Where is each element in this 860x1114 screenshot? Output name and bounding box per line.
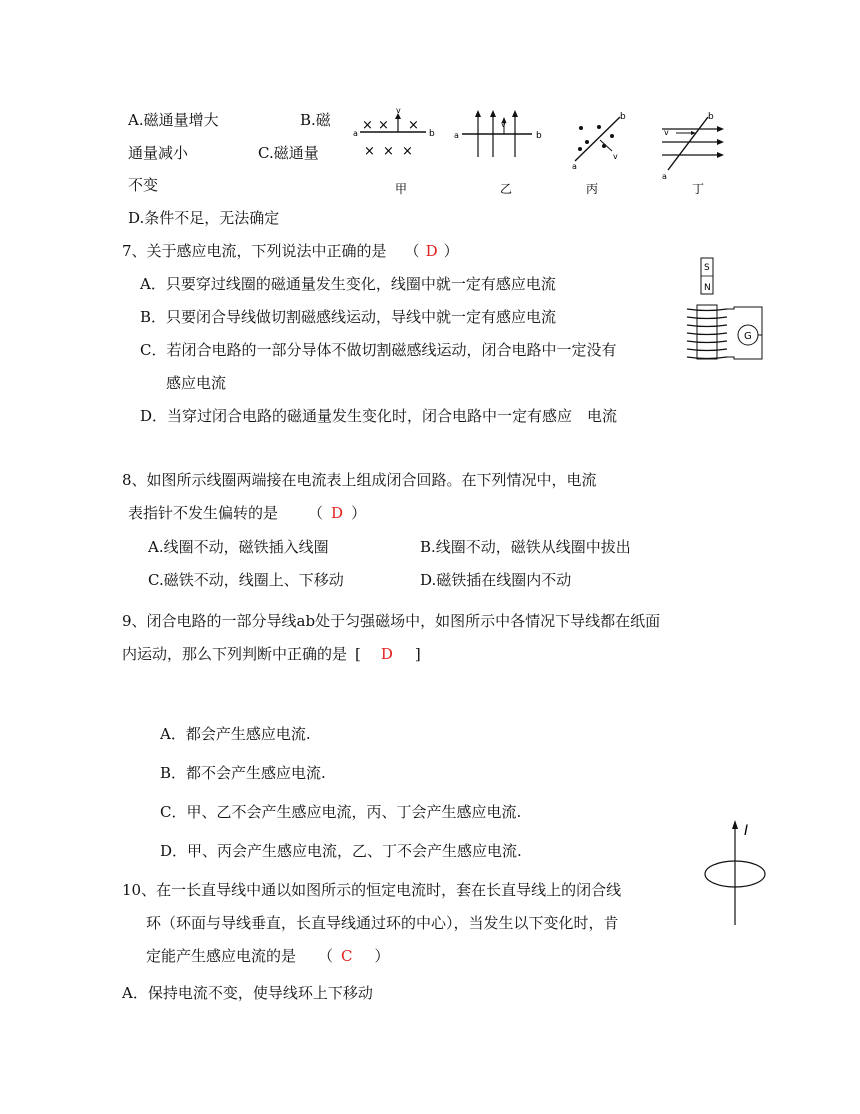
q6-option-b-part2: 通量减小: [128, 144, 189, 162]
velocity-arrow: [600, 140, 612, 151]
panel-bing-a: a: [572, 162, 577, 171]
q8-stem-line2: 表指针不发生偏转的是 （ D ）: [128, 504, 367, 522]
panel-ding-b: b: [708, 112, 714, 122]
q9-option-c: C．甲、乙不会产生感应电流，丙、丁会产生感应电流.: [160, 803, 522, 821]
q10-stem-line2: 环（环面与导线垂直，长直导线通过环的中心），当发生以下变化时，肯: [146, 914, 619, 932]
dot-mark: [578, 147, 582, 151]
q8-answer: D: [331, 504, 344, 522]
panel-yi: [454, 110, 542, 196]
panel-jia-a: a: [353, 129, 358, 138]
dot-mark: [610, 134, 614, 138]
panel-jia: [353, 106, 435, 196]
panel-yi-label: 乙: [500, 182, 513, 196]
galvanometer-label: G: [744, 331, 752, 342]
q6-option-c-part2: 不变: [128, 176, 159, 194]
q8-option-b: B.线圈不动，磁铁从线圈中拔出: [420, 538, 631, 556]
q8-option-d: D.磁铁插在线圈内不动: [420, 571, 572, 589]
q9-stem-line2: 内运动，那么下列判断中正确的是 [ D ]: [122, 645, 421, 663]
q6-option-c-part1: C.磁通量: [258, 144, 319, 162]
q9-option-b: B．都不会产生感应电流.: [160, 764, 326, 782]
q8-option-c: C.磁铁不动，线圈上、下移动: [148, 571, 344, 589]
panel-bing-v: v: [613, 152, 618, 161]
q7-option-b: B．只要闭合导线做切割磁感线运动，导线中就一定有感应电流: [140, 308, 557, 326]
q8-option-a: A.线圈不动，磁铁插入线圈: [148, 538, 329, 556]
dot-mark: [579, 126, 583, 130]
q9-stem-line1: 9、闭合电路的一部分导线ab处于匀强磁场中，如图所示中各情况下导线都在纸面: [122, 612, 661, 630]
panel-yi-a: a: [454, 131, 459, 140]
q10-stem-line1: 10、在一长直导线中通以如图所示的恒定电流时，套在长直导线上的闭合线: [122, 881, 622, 899]
magnet-s-label: S: [704, 263, 710, 273]
magnet-n-label: N: [704, 283, 711, 293]
q6-option-b-part1: B.磁: [300, 111, 331, 129]
q7-stem: 7、关于感应电流，下列说法中正确的是 （ D ）: [122, 242, 459, 260]
q9-option-a: A．都会产生感应电流.: [160, 725, 311, 743]
coil-figure: [682, 255, 772, 365]
panel-jia-v: v: [396, 106, 401, 115]
q9-figure: [350, 105, 730, 200]
wire-ring-figure: [700, 815, 780, 930]
q6-option-d: D.条件不足，无法确定: [128, 209, 280, 227]
panel-ding-label: 丁: [692, 182, 705, 196]
q7-option-c-line2: 感应电流: [166, 374, 227, 392]
q8-stem-line1: 8、如图所示线圈两端接在电流表上组成闭合回路。在下列情况中，电流: [122, 471, 597, 489]
panel-ding: [662, 112, 724, 196]
q7-answer: D: [425, 242, 438, 260]
current-arrow: [732, 820, 738, 829]
cross-mark: ×: [383, 144, 394, 159]
panel-bing: [572, 112, 626, 196]
q9-answer: D: [380, 645, 393, 663]
dot-mark: [597, 125, 601, 129]
panel-jia-b: b: [429, 129, 435, 139]
cross-mark: ×: [362, 118, 373, 133]
panel-ding-a: a: [662, 172, 667, 181]
panel-bing-b: b: [620, 112, 626, 122]
q10-answer: C: [341, 947, 353, 965]
q9-option-d: D．甲、丙会产生感应电流，乙、丁不会产生感应电流.: [160, 842, 522, 860]
cross-mark: ×: [364, 144, 375, 159]
panel-yi-b: b: [536, 131, 542, 141]
q6-option-a: A.磁通量增大: [128, 111, 219, 129]
cross-mark: ×: [402, 144, 413, 159]
current-label: I: [744, 823, 749, 839]
panel-bing-label: 丙: [586, 182, 599, 196]
panel-ding-v: v: [664, 128, 669, 137]
q7-option-a: A．只要穿过线圈的磁通量发生变化，线圈中就一定有感应电流: [140, 275, 556, 293]
cross-mark: ×: [408, 118, 419, 133]
q7-option-c-line1: C．若闭合电路的一部分导体不做切割磁感线运动，闭合电路中一定没有: [140, 341, 617, 359]
q10-option-a: A．保持电流不变，使导线环上下移动: [122, 984, 373, 1002]
dot-mark: [585, 140, 589, 144]
cross-mark: ×: [378, 118, 389, 133]
q10-stem-line3: 定能产生感应电流的是 （ C ）: [146, 947, 390, 965]
q7-option-d: D．当穿过闭合电路的磁通量发生变化时，闭合电路中一定有感应 电流: [140, 407, 618, 425]
panel-jia-label: 甲: [395, 182, 408, 196]
panel-yi-v: v: [501, 120, 506, 129]
